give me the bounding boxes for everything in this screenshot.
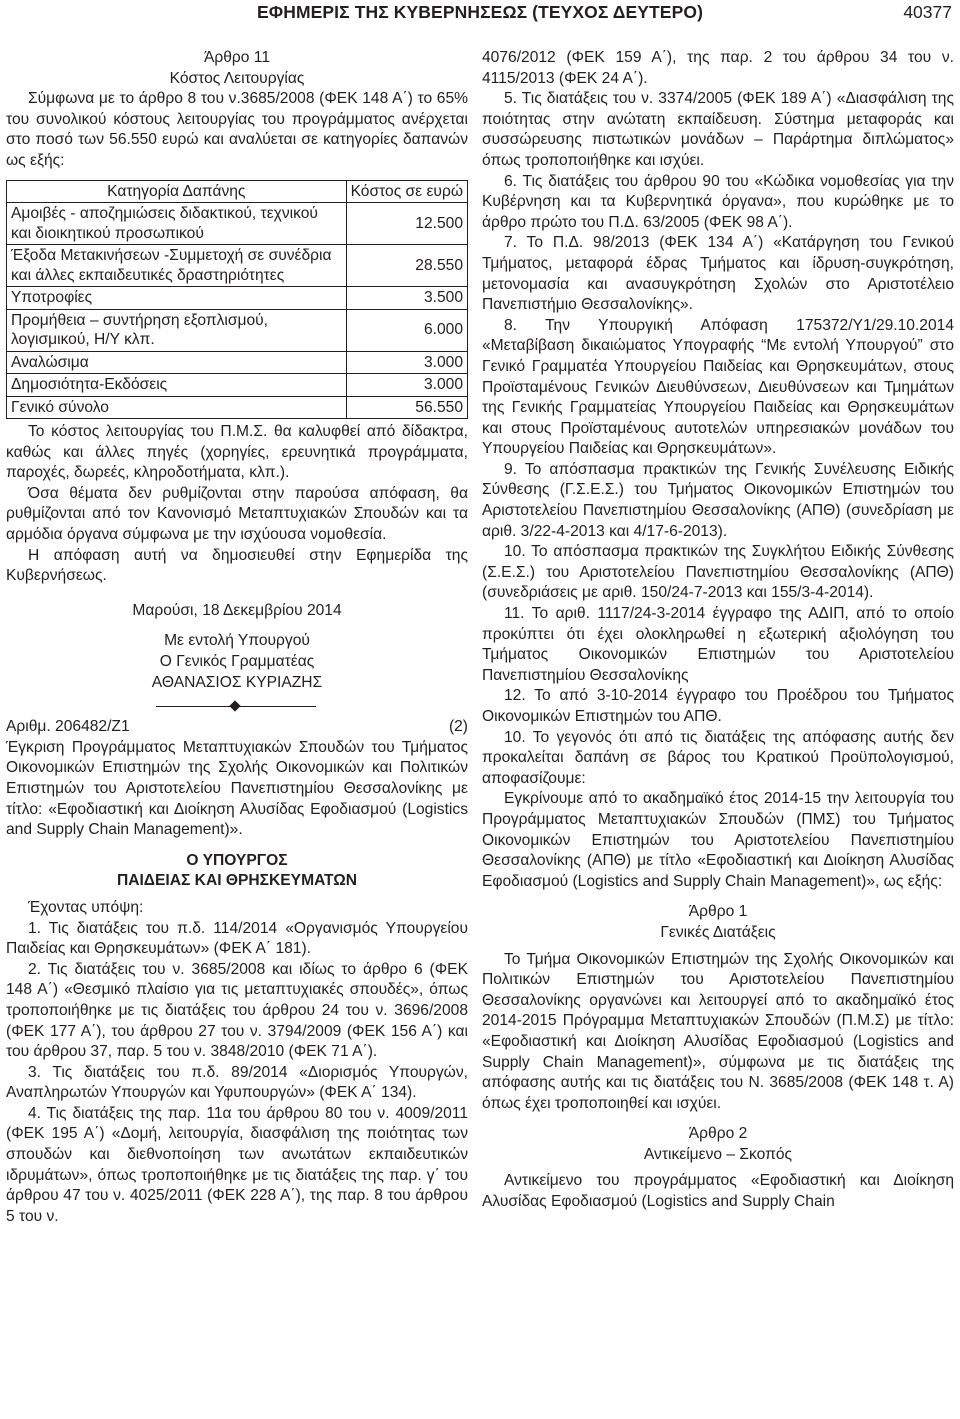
article-1-text: Το Τμήμα Οικονομικών Επιστημών της Σχολής Οικονομικών και Πολιτικών Επιστημών του Αριστοτελείου Πανεπιστημίου Θεσσαλονίκης οργανώνει και λειτουργεί από το ακαδημαϊκό έτος 2014-2015 Πρόγραμμα Μεταπτυχιακών Σπουδών (Π.Μ.Σ) με τίτλο: «Εφοδιαστική και Διοίκηση Αλυσίδας Εφοδιασμού (Logistics and Supply Chain Management)», σύμφωνα με τις διατάξεις της απόφασης αυτής και τις διατάξεις του Ν. 3685/2008 (ΦΕΚ 148 τ. Α) όπως έχει τροποποιηθεί και ισχύει. [482, 950, 954, 1112]
publish-paragraph: Η απόφαση αυτή να δημοσιευθεί στην Εφημερίδα της Κυβερνήσεως. [6, 546, 468, 585]
table-cell-category: Υποτροφίες [7, 287, 347, 310]
place-date: Μαρούσι, 18 Δεκεμβρίου 2014 [132, 601, 342, 619]
signature-line-1: Με εντολή Υπουργού [164, 632, 310, 650]
other-matters-paragraph: Όσα θέματα δεν ρυθμίζονται στην παρούσα απόφαση, θα ρυθμίζονται από τον Κανονισμό Μεταπτυχιακών Σπουδών και τα αρμόδια όργανα σύμφωνα με την ισχύουσα νομοθεσία. [6, 484, 468, 544]
list-item: 7. Το Π.Δ. 98/2013 (ΦΕΚ 134 Α΄) «Κατάργηση του Γενικού Τμήματος, μεταφορά έδρας Τμήματος και ίδρυση-συγκρότηση, μετονομασία και ανασυγκρότηση Σχολών στο Αριστοτέλειο Πανεπιστήμιο Θεσσαλονίκης». [482, 234, 954, 314]
left-column [6, 48, 468, 1227]
decision-title: Έγκριση Προγράμματος Μεταπτυχιακών Σπουδών του Τμήματος Οικονομικών Επιστημών της Σχολής Οικονομικών και Πολιτικών Επιστημών του Αριστοτελείου Πανεπιστημίου Θεσσαλονίκης με τίτλο: «Εφοδιαστική και Διοίκηση Αλυσίδας Εφοδιασμού (Logistics and Supply Chain Management)». [6, 738, 468, 839]
page-header [0, 0, 960, 30]
list-item: 10. Το γεγονός ότι από τις διατάξεις της απόφασης αυτής δεν προκαλείται δαπάνη σε βάρος του Κρατικού Προϋπολογισμού, αποφασίζουμε: [482, 728, 954, 787]
table-row [7, 309, 468, 351]
list-item: 11. Το αριθ. 1117/24-3-2014 έγγραφο της ΑΔΙΠ, από το οποίο προκύπτει ότι έχει ολοκληρωθεί η εξωτερική αξιολόγηση του Τμήματος Οικονομικών Επιστημών του Αριστοτελείου Πανεπιστημίου Θεσσαλονίκης [482, 605, 954, 684]
article-2-text: Αντικείμενο του προγράμματος «Εφοδιαστική και Διοίκηση Αλυσίδας Εφοδιασμού (Logistics and Supply Chain [482, 1172, 954, 1211]
article-2-number: Άρθρο 2 [688, 1125, 748, 1143]
article-2-title: Αντικείμενο – Σκοπός [643, 1145, 793, 1163]
table-cell-category: Αναλώσιμα [7, 351, 347, 374]
list-item: 6. Τις διατάξεις του άρθρου 90 του «Κώδικα νομοθεσίας για την Κυβέρνηση και τα Κυβερνητικά όργανα», που κυρώθηκε με το άρθρο πρώτο του Π.Δ. 63/2005 (ΦΕΚ 98 Α΄). [482, 172, 954, 231]
list-item: 2. Τις διατάξεις του ν. 3685/2008 και ιδίως το άρθρο 6 (ΦΕΚ 148 Α΄) «Θεσμικό πλαίσιο για τις μεταπτυχιακές σπουδές», όπως τροποποιήθηκε με τις διατάξεις του άρθρου 24 του ν. 3696/2008 (ΦΕΚ 177 Α΄), του άρθρου 27 του ν. 3794/2009 (ΦΕΚ 156 Α΄) και του άρθρου 37, παρ. 5 του ν. 3848/2010 (ΦΕΚ 71 Α΄). [6, 960, 468, 1061]
article-11-number: Άρθρο 11 [203, 49, 270, 66]
table-row [7, 203, 468, 245]
signature-line-2: Ο Γενικός Γραμματέας [159, 653, 315, 670]
minister-title-line-1: Ο ΥΠΟΥΡΓΟΣ [186, 851, 288, 869]
list-item: 12. Το από 3-10-2014 έγγραφο του Προέδρου του Τμήματος Οικονομικών Επιστημών του ΑΠΘ. [482, 687, 954, 725]
list-item: 8. Την Υπουργική Απόφαση 175372/Υ1/29.10.2014 «Μεταβίβαση δικαιώματος Υπογραφής “Με εντολή Υπουργού” στο Γενικό Γραμματέα Υπουργείου Παιδείας και Θρησκευμάτων, στους Προϊσταμένους Γενικών Διευθύνσεων, Διευθύνσεων και Τμημάτων της Γενικής Γραμματείας Υπουργείου Παιδείας και Θρησκευμάτων και στους Προϊσταμένους αυτοτελών υπηρεσιακών μονάδων του Υπουργείου Παιδείας και Θρησκευμάτων». [482, 316, 954, 458]
table-row [7, 245, 468, 287]
page-number: 40377 [903, 2, 952, 22]
diamond-icon [229, 701, 240, 712]
table-cell-category: Γενικό σύνολο [7, 396, 347, 419]
table-header-cost: Κόστος σε ευρώ [346, 180, 467, 203]
table-cell-category: Δημοσιότητα-Εκδόσεις [7, 374, 347, 397]
funding-paragraph: Το κόστος λειτουργίας του Π.Μ.Σ. θα καλυφθεί από δίδακτρα, καθώς και άλλες πηγές (χορηγίες, ερευνητικά προγράμματα, παροχές, δωρεές, κληροδοτήματα, κλπ.). [6, 423, 468, 482]
list-item: 5. Τις διατάξεις του ν. 3374/2005 (ΦΕΚ 189 Α΄) «Διασφάλιση της ποιότητας στην ανώτατη εκπαίδευση. Σύστημα μεταφοράς και συσσώρευσης πιστωτικών μονάδων – Παράρτημα διπλώματος» όπως τροποποιήθηκε και ισχύει. [482, 90, 954, 169]
table-header-row [7, 180, 468, 203]
table-cell-cost: 28.550 [346, 245, 467, 287]
article-11-title: Κόστος Λειτουργίας [169, 69, 305, 87]
table-header-category: Κατηγορία Δαπάνης [7, 180, 347, 203]
article-1-number: Άρθρο 1 [688, 903, 748, 921]
list-item: 4. Τις διατάξεις της παρ. 11α του άρθρου 80 του ν. 4009/2011 (ΦΕΚ 195 Α΄) «Δομή, λειτουργία, διασφάλιση της ποιότητας των σπουδών και διεθνοποίηση των ανωτάτων εκπαιδευτικών ιδρυμάτων», όπως τροποποιήθηκε με τις διατάξεις της παρ. γ΄ του άρθρου 47 του ν. 4025/2011 (ΦΕΚ 228 Α΄), της παρ. 8 του άρθρου 5 του ν. [6, 1104, 468, 1225]
table-cell-category: Έξοδα Μετακινήσεων -Συμμετοχή σε συνέδρια και άλλες εκπαιδευτικές δραστηριότητες [7, 245, 347, 287]
table-cell-cost: 3.000 [346, 351, 467, 374]
article-1-title: Γενικές Διατάξεις [660, 923, 776, 941]
continuation-text: 4076/2012 (ΦΕΚ 159 Α΄), της παρ. 2 του άρθρου 34 του ν. 4115/2013 (ΦΕΚ 24 Α΄). [482, 49, 954, 87]
gazette-title: ΕΦΗΜΕΡΙΣ ΤΗΣ ΚΥΒΕΡΝΗΣΕΩΣ (ΤΕΥΧΟΣ ΔΕΥΤΕΡΟ) [256, 2, 703, 22]
article-11-intro: Σύμφωνα με το άρθρο 8 του ν.3685/2008 (ΦΕΚ 148 Α΄) το 65% του συνολικού κόστους λειτουργίας του προγράμματος ανέρχεται στο ποσό των 56.550 ευρώ και αναλύεται σε κατηγορίες δαπανών ως εξής: [6, 90, 468, 169]
table-cell-cost: 3.000 [346, 374, 467, 397]
cost-table [6, 180, 468, 420]
table-cell-cost: 6.000 [346, 309, 467, 351]
right-column [482, 48, 954, 1213]
decision-number: Αριθμ. 206482/Ζ1 [6, 718, 130, 736]
signature-name: ΑΘΑΝΑΣΙΟΣ ΚΥΡΙΑΖΗΣ [151, 673, 323, 691]
table-cell-cost: 12.500 [346, 203, 467, 245]
table-cell-cost: 3.500 [346, 287, 467, 310]
decision-text: Εγκρίνουμε από το ακαδημαϊκό έτος 2014-15 την λειτουργία του Προγράμματος Μεταπτυχιακών Σπουδών (ΠΜΣ) του Τμήματος Οικονομικών Επιστημών του Αριστοτελείου Πανεπιστημίου Θεσσαλονίκης (ΑΠΘ) με τίτλο «Εφοδιαστική και Διοίκηση Αλυσίδας Εφοδιασμού (Logistics and Supply Chain Management)», ως εξής: [482, 790, 954, 890]
decision-index: (2) [448, 718, 468, 736]
considering-label: Έχοντας υπόψη: [28, 898, 144, 916]
table-cell-category: Προμήθεια – συντήρηση εξοπλισμού, λογισμικού, Η/Υ κλπ. [7, 309, 347, 351]
table-cell-cost: 56.550 [346, 396, 467, 419]
table-row [7, 374, 468, 397]
list-item: 10. Το απόσπασμα πρακτικών της Συγκλήτου Ειδικής Σύνθεσης (Σ.Ε.Σ.) του Αριστοτελείου Πανεπιστημίου Θεσσαλονίκης (ΑΠΘ) (συνεδριάσεις με αριθ. 150/24-7-2013 και 155/3-4-2014). [482, 543, 954, 602]
table-row [7, 351, 468, 374]
list-item: 9. Το απόσπασμα πρακτικών της Γενικής Συνέλευσης Ειδικής Σύνθεσης (Γ.Σ.Ε.Σ.) του Τμήματος Οικονομικών Επιστημών του Αριστοτελείου Πανεπιστημίου Θεσσαλονίκης (ΑΠΘ) (συνεδρίαση με αριθ. 3/22-4-2013 και 4/17-6-2013). [482, 460, 954, 540]
decision-reference [6, 717, 468, 738]
list-item: 3. Τις διατάξεις του π.δ. 89/2014 «Διορισμός Υπουργών, Αναπληρωτών Υπουργών και Υφυπουργών» (ΦΕΚ Α΄ 134). [6, 1063, 468, 1102]
list-item: 1. Τις διατάξεις του π.δ. 114/2014 «Οργανισμός Υπουργείου Παιδείας και Θρησκευμάτων» (ΦΕΚ Α΄ 181). [6, 919, 468, 958]
table-cell-category: Αμοιβές - αποζημιώσεις διδακτικού, τεχνικού και διοικητικού προσωπικού [7, 203, 347, 245]
minister-title-line-2: ΠΑΙΔΕΙΑΣ ΚΑΙ ΘΡΗΣΚΕΥΜΑΤΩΝ [116, 872, 358, 890]
table-row [7, 287, 468, 310]
section-separator [6, 699, 468, 713]
table-total-row [7, 396, 468, 419]
